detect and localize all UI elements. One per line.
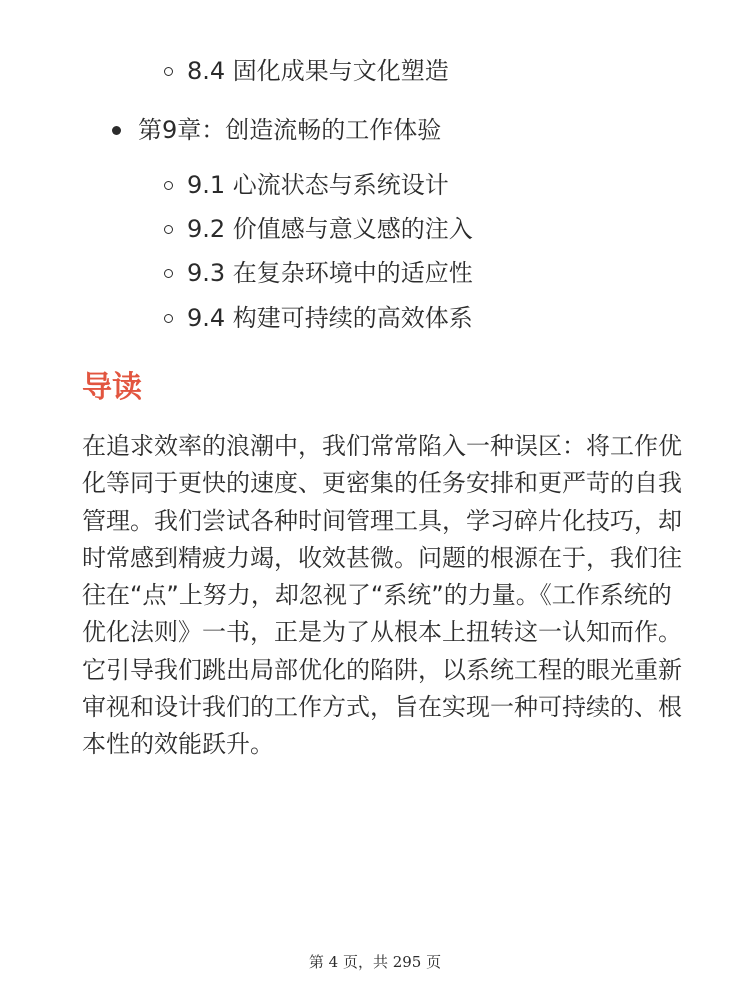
toc-item-label: 9.4 构建可持续的高效体系 — [187, 304, 473, 332]
hollow-bullet-icon — [164, 269, 173, 278]
toc-item-9-3[interactable] — [164, 256, 473, 290]
intro-paragraph: 在追求效率的浪潮中，我们常常陷入一种误区：将工作优化等同于更快的速度、更密集的任务安排和更严苛的自我管理。我们尝试各种时间管理工具，学习碎片化技巧，却时常感到精疲力竭，收效甚微。问题的根源在于，我们往往在“点”上努力，却忽视了“系统”的力量。《工作系统的优化法则》一书，正是为了从根本上扭转这一认知而作。它引导我们跳出局部优化的陷阱，以系统工程的眼光重新审视和设计我们的工作方式，旨在实现一种可持续的、根本性的效能跃升。 — [82, 432, 682, 759]
solid-bullet-icon — [112, 126, 121, 135]
hollow-bullet-icon — [164, 225, 173, 234]
toc-item-9-4[interactable] — [164, 301, 473, 335]
toc-item-label: 9.3 在复杂环境中的适应性 — [187, 259, 473, 287]
toc-item-8-4[interactable] — [164, 54, 449, 88]
toc-chapter-9[interactable] — [112, 113, 441, 147]
hollow-bullet-icon — [164, 314, 173, 323]
toc-chapter-label: 第9章：创造流畅的工作体验 — [138, 116, 442, 144]
page-number-footer: 第 4 页，共 295 页 — [308, 953, 442, 971]
toc-item-label: 8.4 固化成果与文化塑造 — [187, 57, 449, 85]
toc-item-label: 9.2 价值感与意义感的注入 — [187, 215, 473, 243]
toc-item-label: 9.1 心流状态与系统设计 — [187, 171, 449, 199]
toc-item-9-1[interactable] — [164, 168, 449, 202]
toc-item-9-2[interactable] — [164, 212, 473, 246]
section-heading: 导读 — [82, 370, 142, 405]
hollow-bullet-icon — [164, 181, 173, 190]
hollow-bullet-icon — [164, 67, 173, 76]
